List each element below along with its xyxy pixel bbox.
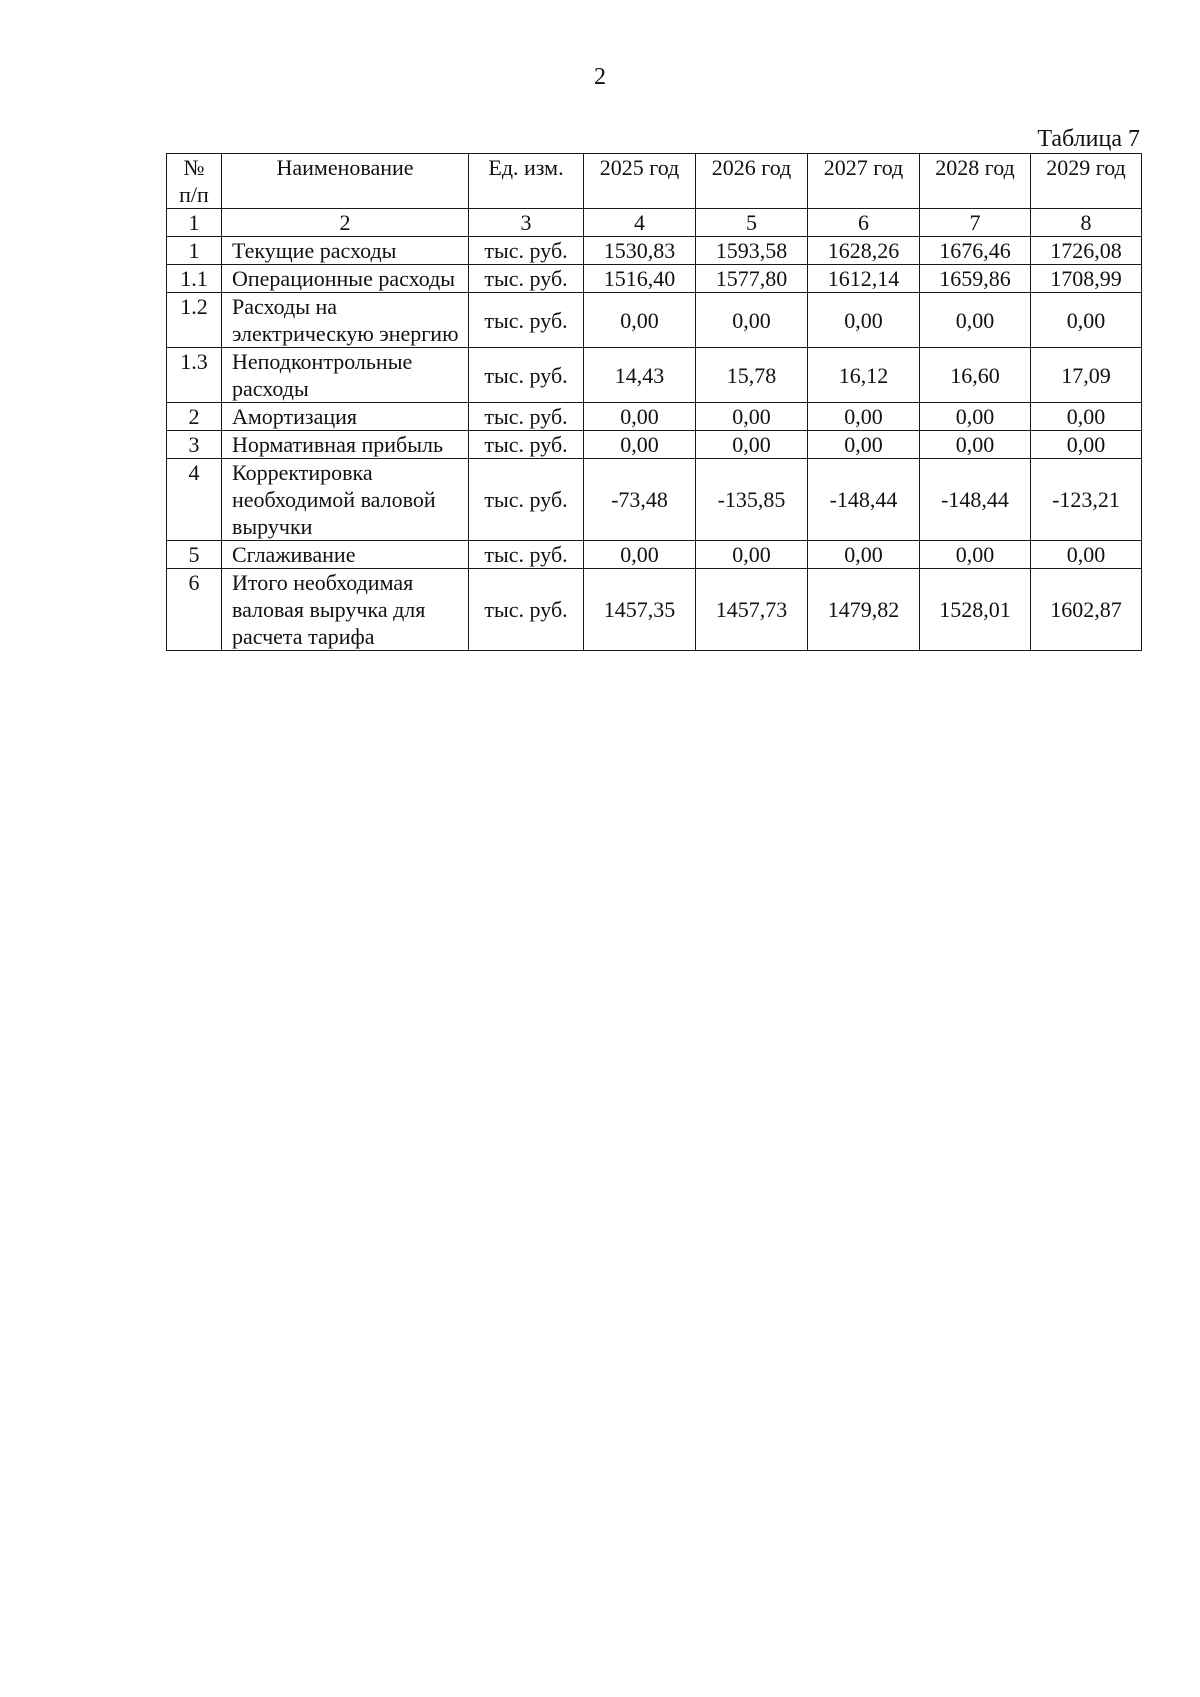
row-unit-cell: тыс. руб. xyxy=(469,541,584,569)
row-value-cell: 0,00 xyxy=(920,541,1031,569)
page-number: 2 xyxy=(594,64,606,90)
row-name-cell: Сглаживание xyxy=(222,541,469,569)
row-value-cell: 0,00 xyxy=(808,431,920,459)
row-unit-cell: тыс. руб. xyxy=(469,265,584,293)
row-value-cell: 0,00 xyxy=(1031,431,1142,459)
row-unit-cell: тыс. руб. xyxy=(469,293,584,348)
row-value-cell: 16,12 xyxy=(808,348,920,403)
row-value-cell: 0,00 xyxy=(920,293,1031,348)
row-value-cell: 1708,99 xyxy=(1031,265,1142,293)
row-value-cell: -73,48 xyxy=(584,459,696,541)
row-number-cell: 1.2 xyxy=(167,293,222,348)
column-index-cell: 3 xyxy=(469,209,584,237)
header-cell-year: 2026 год xyxy=(696,154,808,209)
row-number-cell: 1.1 xyxy=(167,265,222,293)
table-header-row xyxy=(167,154,1142,209)
row-name-cell: Расходы на электрическую энергию xyxy=(222,293,469,348)
row-value-cell: 0,00 xyxy=(920,403,1031,431)
row-name-cell: Нормативная прибыль xyxy=(222,431,469,459)
row-value-cell: 1457,73 xyxy=(696,569,808,651)
row-value-cell: 1676,46 xyxy=(920,237,1031,265)
row-value-cell: 0,00 xyxy=(696,293,808,348)
row-number-cell: 1.3 xyxy=(167,348,222,403)
table-row xyxy=(167,541,1142,569)
row-value-cell: 0,00 xyxy=(1031,403,1142,431)
row-value-cell: 15,78 xyxy=(696,348,808,403)
row-value-cell: 0,00 xyxy=(696,431,808,459)
row-value-cell: 14,43 xyxy=(584,348,696,403)
row-value-cell: 1726,08 xyxy=(1031,237,1142,265)
table-row xyxy=(167,237,1142,265)
row-value-cell: 0,00 xyxy=(1031,541,1142,569)
row-value-cell: 0,00 xyxy=(808,403,920,431)
row-name-cell: Корректировка необходимой валовой выручки xyxy=(222,459,469,541)
row-value-cell: 1612,14 xyxy=(808,265,920,293)
column-index-cell: 2 xyxy=(222,209,469,237)
row-value-cell: -148,44 xyxy=(808,459,920,541)
table-row xyxy=(167,265,1142,293)
column-index-cell: 8 xyxy=(1031,209,1142,237)
header-cell-name: Наименование xyxy=(222,154,469,209)
row-value-cell: 1593,58 xyxy=(696,237,808,265)
row-number-cell: 4 xyxy=(167,459,222,541)
row-name-cell: Неподконтрольные расходы xyxy=(222,348,469,403)
tariff-table xyxy=(166,153,1142,651)
row-value-cell: 0,00 xyxy=(920,431,1031,459)
column-index-cell: 7 xyxy=(920,209,1031,237)
row-unit-cell: тыс. руб. xyxy=(469,237,584,265)
row-value-cell: 0,00 xyxy=(696,403,808,431)
row-name-cell: Амортизация xyxy=(222,403,469,431)
row-value-cell: 0,00 xyxy=(696,541,808,569)
header-cell-unit: Ед. изм. xyxy=(469,154,584,209)
header-cell-year: 2029 год xyxy=(1031,154,1142,209)
row-value-cell: 0,00 xyxy=(584,293,696,348)
row-number-cell: 6 xyxy=(167,569,222,651)
row-unit-cell: тыс. руб. xyxy=(469,348,584,403)
column-index-cell: 1 xyxy=(167,209,222,237)
row-value-cell: 1516,40 xyxy=(584,265,696,293)
header-cell-year: 2027 год xyxy=(808,154,920,209)
column-index-cell: 5 xyxy=(696,209,808,237)
row-value-cell: -148,44 xyxy=(920,459,1031,541)
row-number-cell: 5 xyxy=(167,541,222,569)
row-value-cell: 1628,26 xyxy=(808,237,920,265)
row-value-cell: 1577,80 xyxy=(696,265,808,293)
row-value-cell: 1457,35 xyxy=(584,569,696,651)
row-number-cell: 3 xyxy=(167,431,222,459)
row-name-cell: Итого необходимая валовая выручка для расчета тарифа xyxy=(222,569,469,651)
header-cell-year: 2028 год xyxy=(920,154,1031,209)
table-row xyxy=(167,293,1142,348)
row-value-cell: -135,85 xyxy=(696,459,808,541)
row-value-cell: 0,00 xyxy=(808,293,920,348)
row-unit-cell: тыс. руб. xyxy=(469,431,584,459)
table-row xyxy=(167,403,1142,431)
column-index-cell: 4 xyxy=(584,209,696,237)
row-unit-cell: тыс. руб. xyxy=(469,403,584,431)
table-row xyxy=(167,459,1142,541)
row-value-cell: 0,00 xyxy=(808,541,920,569)
table-row xyxy=(167,431,1142,459)
row-value-cell: 1602,87 xyxy=(1031,569,1142,651)
row-value-cell: 1528,01 xyxy=(920,569,1031,651)
table-caption: Таблица 7 xyxy=(1037,126,1140,152)
row-number-cell: 2 xyxy=(167,403,222,431)
header-cell-year: 2025 год xyxy=(584,154,696,209)
header-cell-number: № п/п xyxy=(167,154,222,209)
row-unit-cell: тыс. руб. xyxy=(469,569,584,651)
table-row xyxy=(167,348,1142,403)
row-value-cell: 0,00 xyxy=(584,431,696,459)
row-value-cell: 0,00 xyxy=(1031,293,1142,348)
row-name-cell: Текущие расходы xyxy=(222,237,469,265)
column-index-cell: 6 xyxy=(808,209,920,237)
row-value-cell: -123,21 xyxy=(1031,459,1142,541)
row-value-cell: 1530,83 xyxy=(584,237,696,265)
row-number-cell: 1 xyxy=(167,237,222,265)
column-index-row xyxy=(167,209,1142,237)
table-row xyxy=(167,569,1142,651)
row-value-cell: 16,60 xyxy=(920,348,1031,403)
row-value-cell: 1659,86 xyxy=(920,265,1031,293)
row-value-cell: 17,09 xyxy=(1031,348,1142,403)
row-name-cell: Операционные расходы xyxy=(222,265,469,293)
row-unit-cell: тыс. руб. xyxy=(469,459,584,541)
row-value-cell: 0,00 xyxy=(584,541,696,569)
row-value-cell: 0,00 xyxy=(584,403,696,431)
row-value-cell: 1479,82 xyxy=(808,569,920,651)
